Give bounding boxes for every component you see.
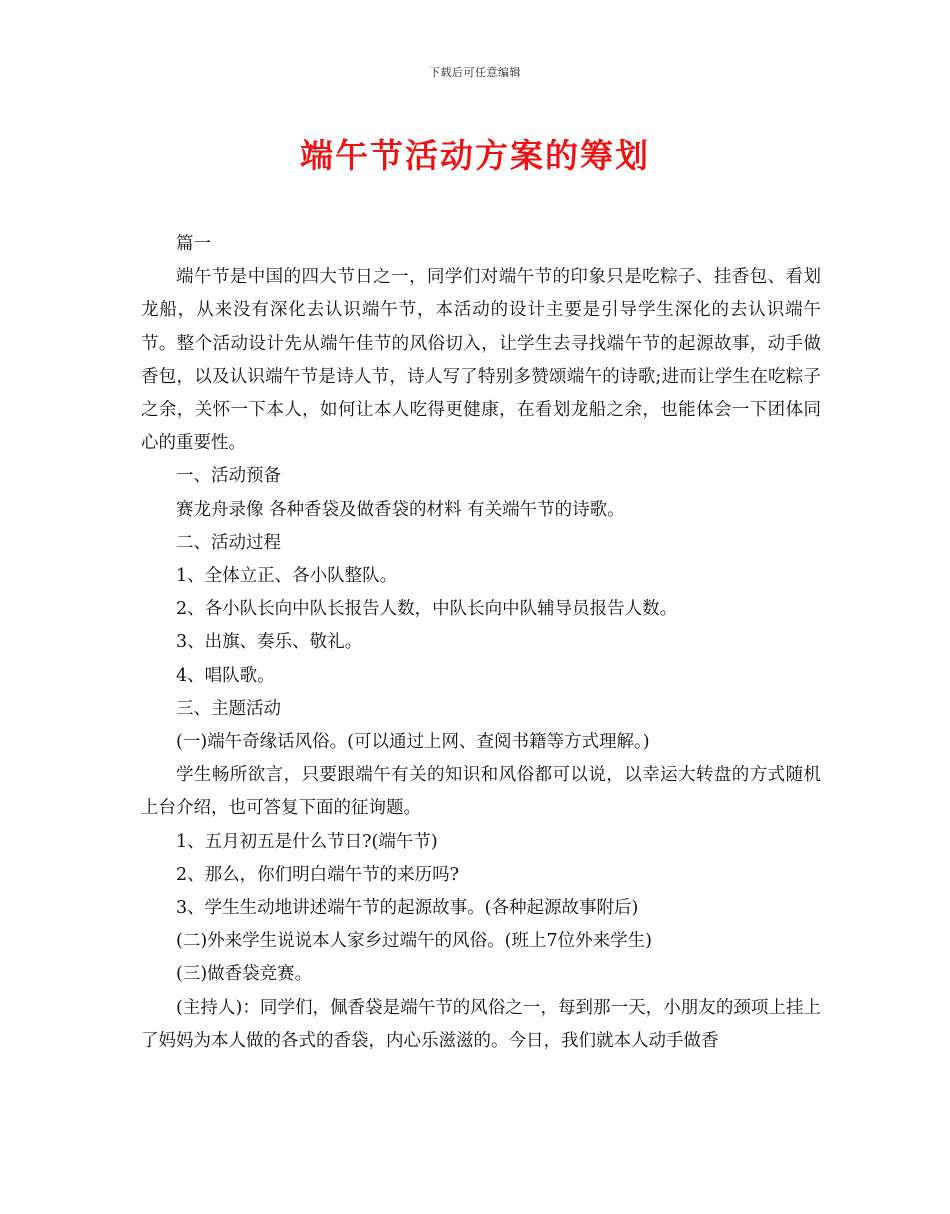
preparation-items: 赛龙舟录像 各种香袋及做香袋的材料 有关端午节的诗歌。	[176, 499, 625, 520]
intro-paragraph: 端午节是中国的四大节日之一，同学们对端午节的印象只是吃粽子、挂香包、看划龙船，从来没有深化去认识端午节，本活动的设计主要是引导学生深化的去认识端午节。整个活动设计先从端午佳节的风俗切入，让学生去寻找端午节的起源故事，动手做香包，以及认识端午节是诗人节，诗人写了特别多赞颂端午的诗歌;进而让学生在吃粽子之余，关怀一下本人，如何让本人吃得更健康，在看划龙船之余，也能体会一下团体同心的重要性。	[141, 267, 821, 454]
document-title: 端午节活动方案的筹划	[300, 136, 650, 175]
section-label: 篇一	[176, 234, 211, 254]
subheading-sachet-contest: (三)做香袋竞赛。	[176, 964, 313, 985]
heading-preparation: 一、活动预备	[176, 466, 281, 487]
question-item: 3、学生生动地讲述端午节的起源故事。(各种起源故事附后)	[176, 898, 639, 919]
heading-theme-activity: 三、主题活动	[176, 698, 281, 719]
process-step: 2、各小队长向中队长报告人数，中队长向中队辅导员报告人数。	[176, 599, 678, 620]
customs-paragraph: 学生畅所欲言，只要跟端午有关的知识和风俗都可以说，以幸运大转盘的方式随机上台介绍，也可答复下面的征询题。	[141, 765, 821, 819]
header-note: 下载后可任意编辑	[429, 66, 521, 79]
heading-process: 二、活动过程	[176, 532, 281, 553]
subheading-hometown-customs: (二)外来学生说说本人家乡过端午的风俗。(班上7位外来学生)	[176, 931, 652, 952]
document-body	[141, 228, 821, 1058]
question-item: 1、五月初五是什么节日?(端午节)	[176, 831, 438, 852]
process-step: 3、出旗、奏乐、敬礼。	[176, 632, 363, 653]
host-paragraph: (主持人)：同学们，佩香袋是端午节的风俗之一，每到那一天，小朋友的颈项上挂上了妈妈为本人做的各式的香袋，内心乐滋滋的。今日，我们就本人动手做香	[141, 997, 821, 1051]
process-step: 1、全体立正、各小队整队。	[176, 566, 398, 587]
process-step: 4、唱队歌。	[176, 665, 275, 686]
question-item: 2、那么，你们明白端午节的来历吗?	[176, 864, 460, 885]
subheading-customs: (一)端午奇缘话风俗。(可以通过上网、查阅书籍等方式理解。)	[176, 732, 650, 753]
